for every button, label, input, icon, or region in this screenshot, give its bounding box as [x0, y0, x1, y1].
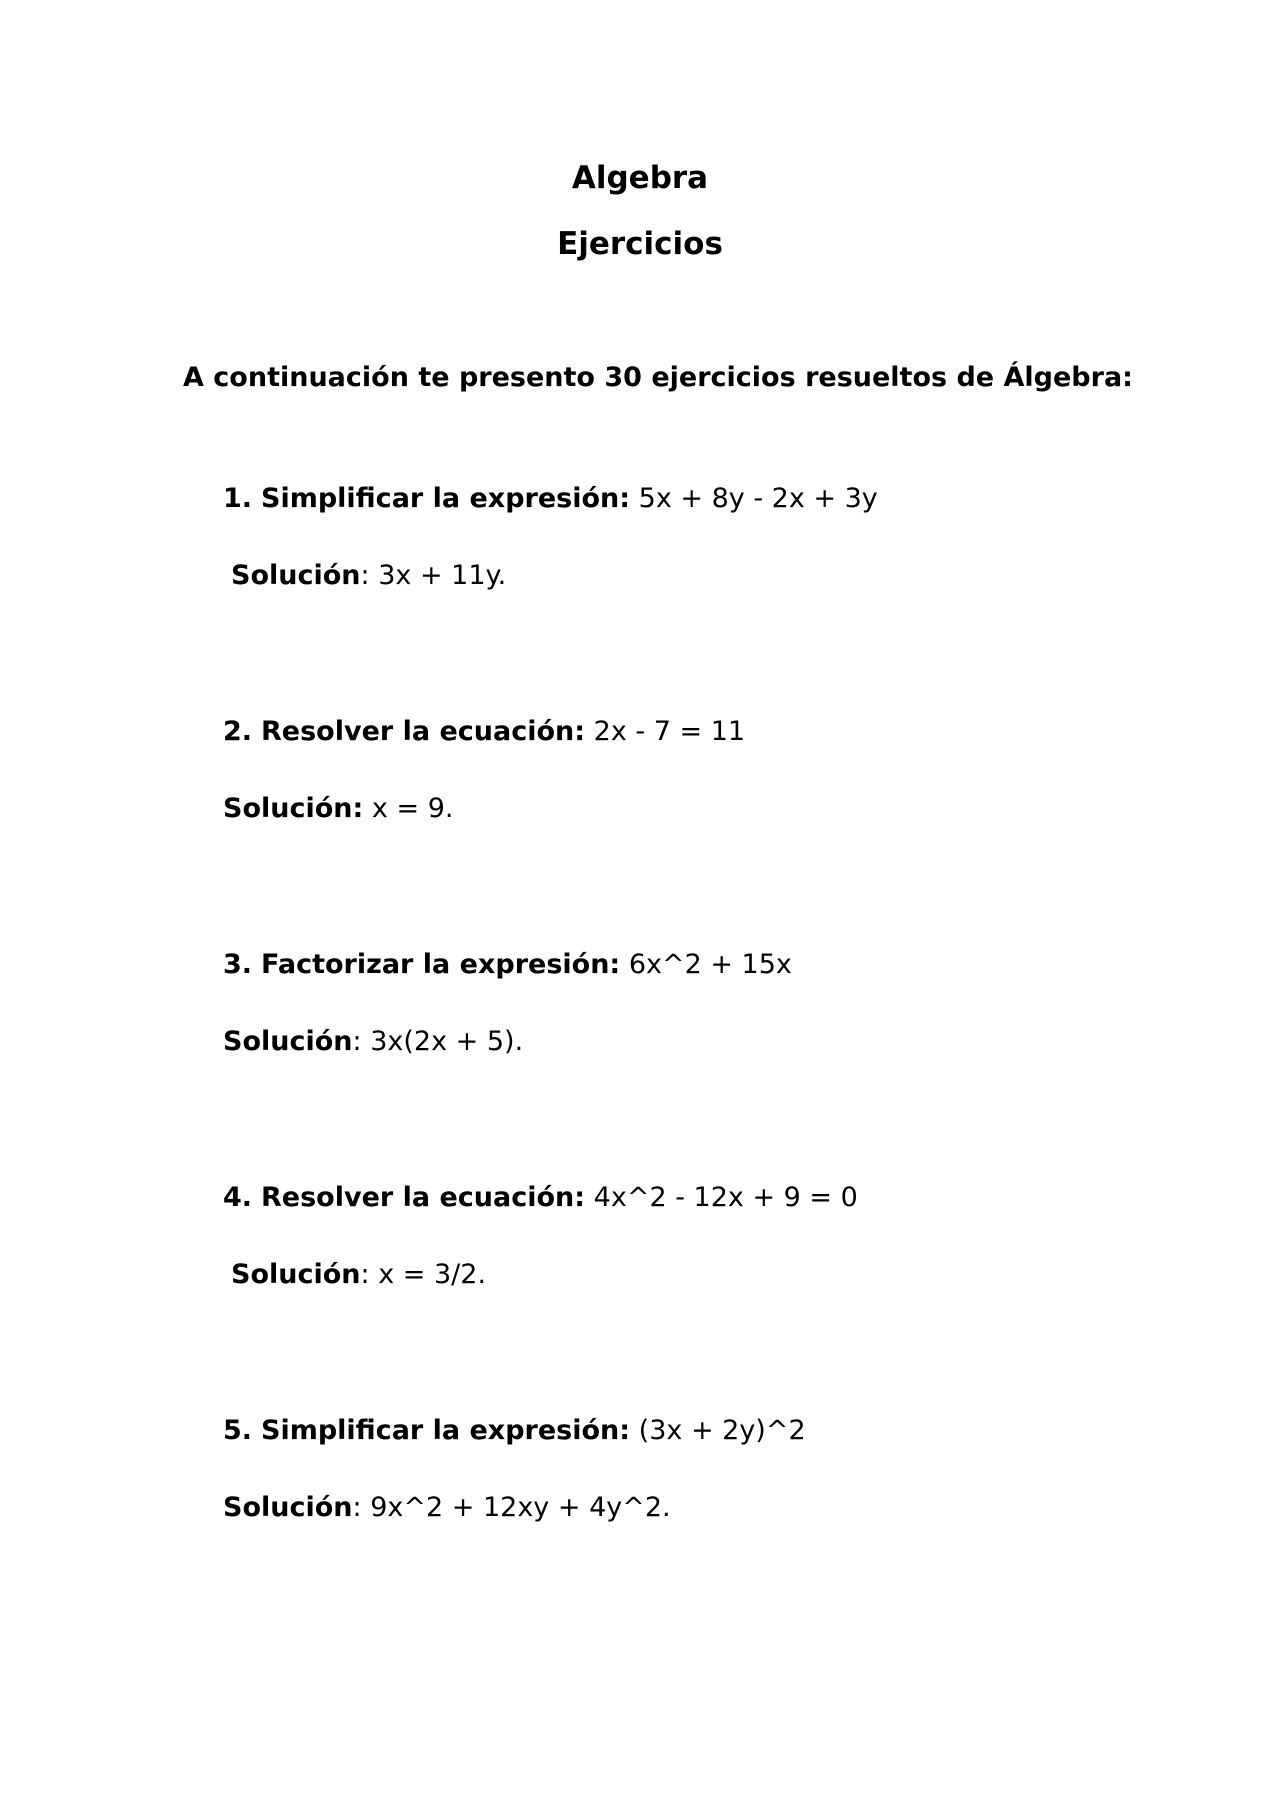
exercise-prompt: Simplificar la expresión:	[261, 483, 631, 514]
solution-separator: :	[352, 1492, 362, 1523]
solution-separator: :	[360, 1259, 370, 1290]
solution-value: 3x(2x + 5).	[370, 1026, 524, 1057]
intro-text: A continuación te presento 30 ejercicios resueltos de Álgebra:	[183, 362, 1133, 393]
solution-separator: :	[352, 1026, 362, 1057]
solution-separator: :	[360, 560, 370, 591]
exercise-expression: 6x^2 + 15x	[628, 949, 792, 980]
exercise-prompt: Factorizar la expresión:	[261, 949, 621, 980]
exercise-4-question	[223, 1178, 858, 1218]
solution-label: Solución	[231, 560, 361, 591]
exercise-prompt: Resolver la ecuación:	[261, 716, 586, 747]
exercise-number: 2.	[223, 716, 253, 747]
exercise-number: 4.	[223, 1182, 253, 1213]
exercise-5-solution	[223, 1488, 671, 1528]
exercise-3-question	[223, 945, 792, 985]
exercise-1-solution	[231, 556, 506, 596]
exercise-expression: 5x + 8y - 2x + 3y	[638, 483, 878, 514]
exercise-expression: (3x + 2y)^2	[638, 1415, 806, 1446]
solution-label: Solución	[223, 1492, 353, 1523]
solution-value: 3x + 11y.	[378, 560, 507, 591]
exercise-2-question	[223, 712, 745, 752]
solution-label: Solución	[223, 793, 353, 824]
solution-value: x = 3/2.	[378, 1259, 487, 1290]
exercise-4-solution	[231, 1255, 486, 1295]
exercise-5-question	[223, 1411, 806, 1451]
exercise-number: 5.	[223, 1415, 253, 1446]
exercise-2-solution	[223, 789, 453, 829]
solution-separator: :	[352, 793, 364, 824]
solution-label: Solución	[231, 1259, 361, 1290]
exercise-3-solution	[223, 1022, 523, 1062]
exercise-number: 1.	[223, 483, 253, 514]
solution-value: x = 9.	[371, 793, 454, 824]
exercise-prompt: Simplificar la expresión:	[261, 1415, 631, 1446]
solution-value: 9x^2 + 12xy + 4y^2.	[370, 1492, 671, 1523]
exercise-prompt: Resolver la ecuación:	[261, 1182, 586, 1213]
exercise-expression: 4x^2 - 12x + 9 = 0	[593, 1182, 858, 1213]
page-subtitle: Ejercicios	[557, 226, 723, 262]
page-title: Algebra	[571, 160, 709, 196]
solution-label: Solución	[223, 1026, 353, 1057]
exercise-number: 3.	[223, 949, 253, 980]
exercise-expression: 2x - 7 = 11	[593, 716, 746, 747]
exercise-1-question	[223, 479, 878, 519]
